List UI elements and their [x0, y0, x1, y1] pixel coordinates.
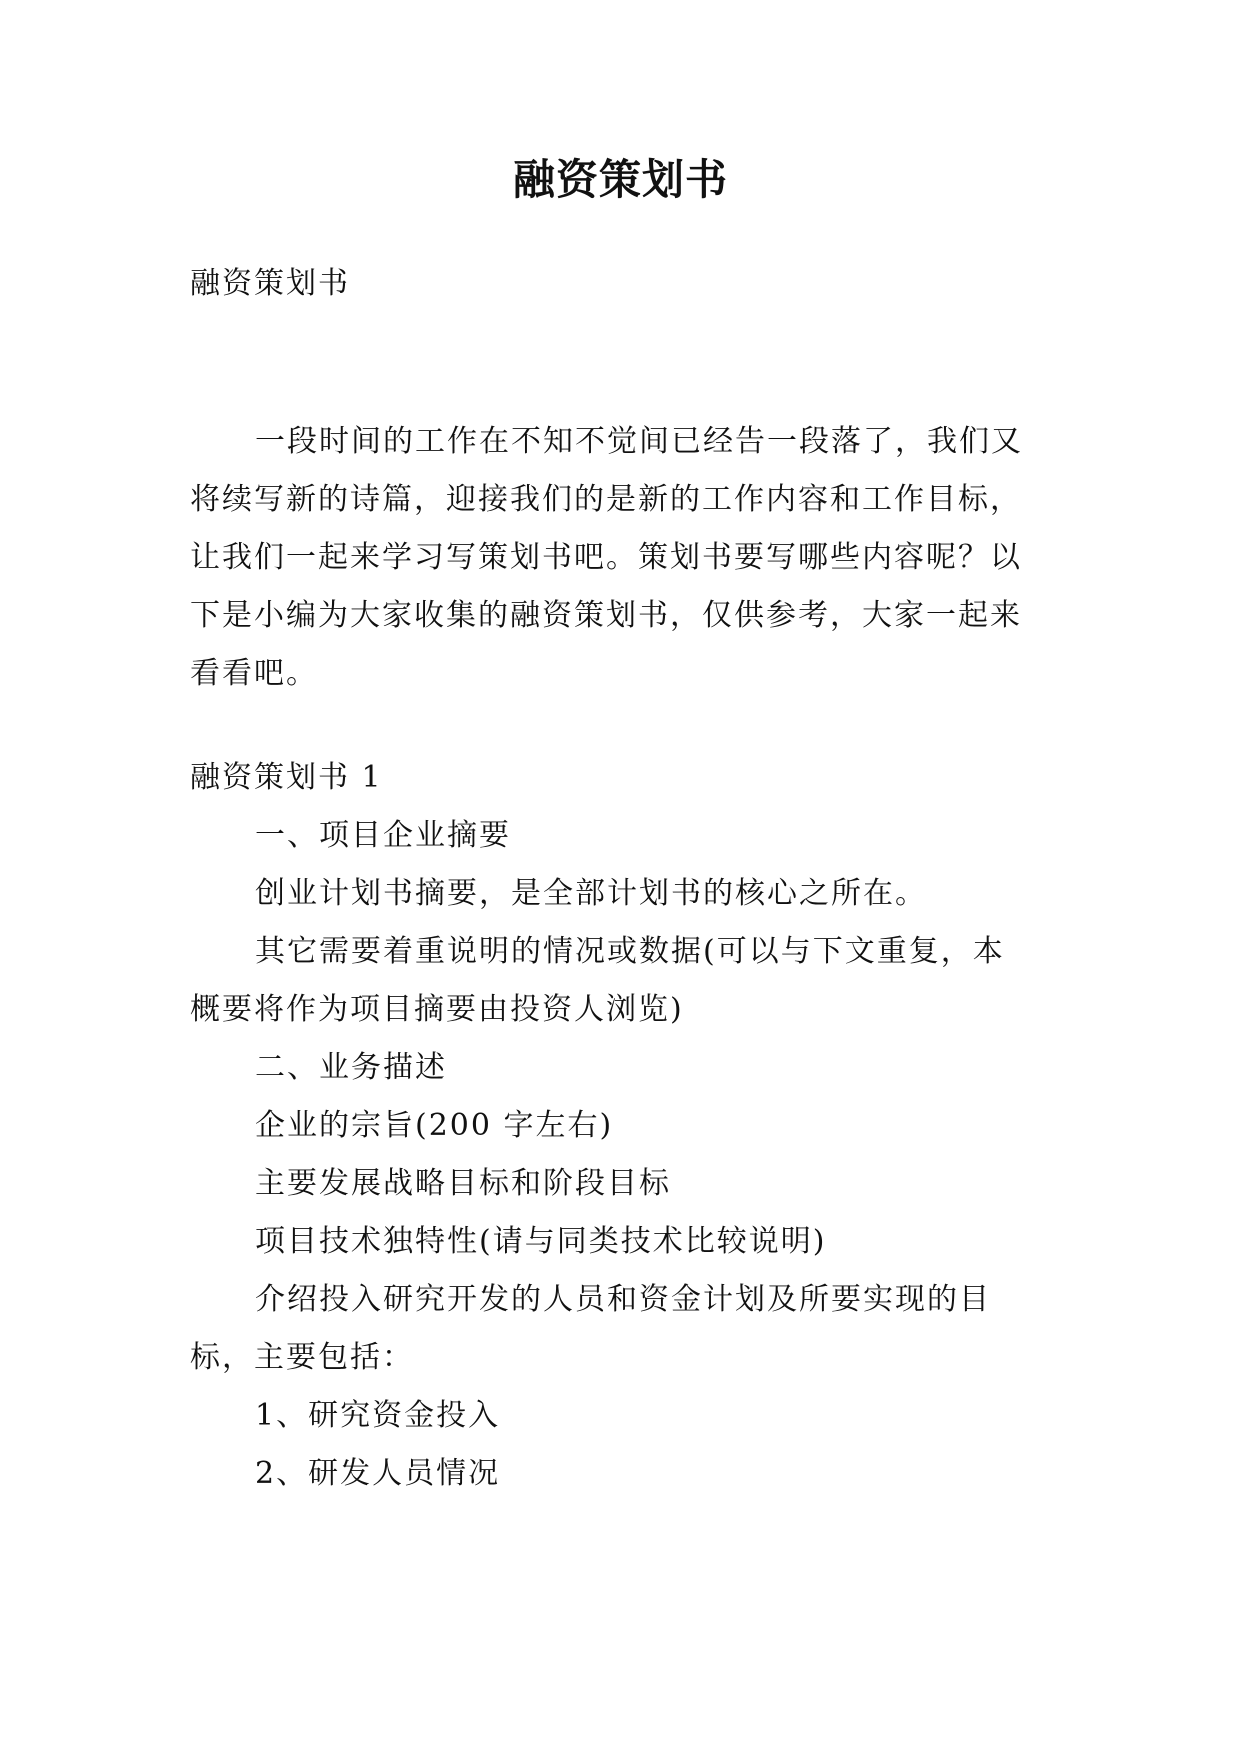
body-line: 2、研发人员情况: [255, 1456, 501, 1491]
body-line: 创业计划书摘要，是全部计划书的核心之所在。: [255, 876, 927, 911]
body-line: 概要将作为项目摘要由投资人浏览): [190, 992, 684, 1027]
body-line: 企业的宗旨(200 字左右): [255, 1108, 614, 1143]
intro-line: 一段时间的工作在不知不觉间已经告一段落了，我们又: [255, 424, 1023, 459]
document-subtitle: 融资策划书: [190, 266, 350, 301]
body-line: 主要发展战略目标和阶段目标: [255, 1166, 671, 1201]
body-line: 介绍投入研究开发的人员和资金计划及所要实现的目: [255, 1282, 991, 1317]
body-line: 其它需要着重说明的情况或数据(可以与下文重复，本: [255, 934, 1005, 969]
body-line: 二、业务描述: [255, 1050, 447, 1085]
body-line: 标，主要包括：: [190, 1340, 414, 1375]
intro-line: 让我们一起来学习写策划书吧。策划书要写哪些内容呢？以: [190, 540, 1022, 575]
body-line: 1、研究资金投入: [255, 1398, 501, 1433]
body-line: 一、项目企业摘要: [255, 818, 511, 853]
body-line: 项目技术独特性(请与同类技术比较说明): [255, 1224, 827, 1259]
intro-line: 下是小编为大家收集的融资策划书，仅供参考，大家一起来: [190, 598, 1022, 633]
intro-line: 将续写新的诗篇，迎接我们的是新的工作内容和工作目标，: [190, 482, 1022, 517]
document-title: 融资策划书: [512, 155, 728, 204]
section-heading: 融资策划书 1: [190, 760, 383, 795]
intro-line: 看看吧。: [190, 656, 318, 691]
